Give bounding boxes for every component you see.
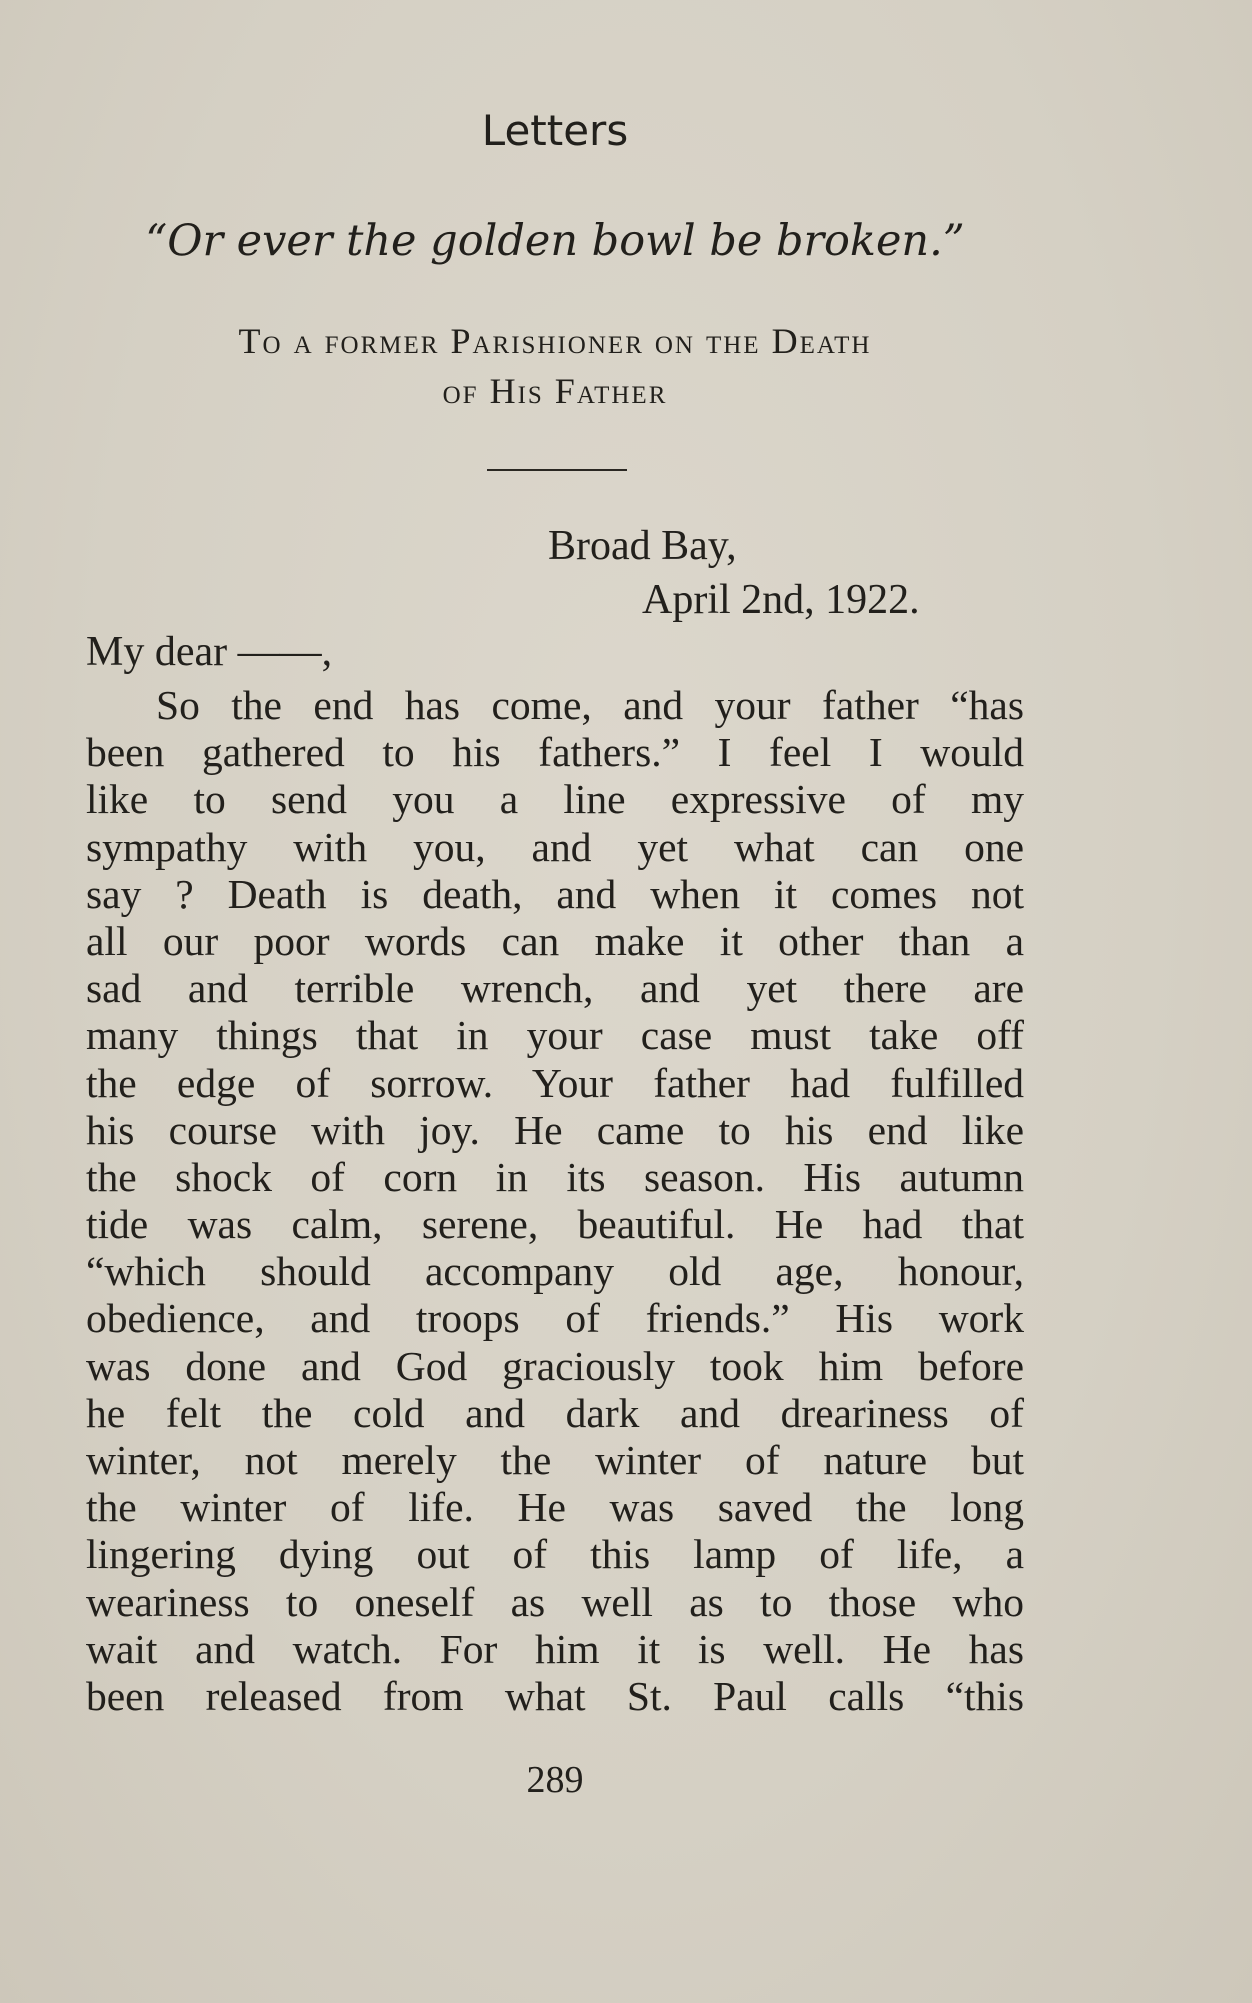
body-line: the shock of corn in its season. His autumn (86, 1153, 1024, 1200)
body-line: winter, not merely the winter of nature but (86, 1437, 1024, 1483)
body-line: the edge of sorrow. Your father had fulfilled (86, 1059, 1024, 1106)
body-line: sad and terrible wrench, and yet there are (86, 965, 1024, 1012)
letter-body (86, 682, 1024, 1720)
page-number: 289 (526, 1759, 584, 1801)
body-line: say ? Death is death, and when it comes not (86, 870, 1024, 917)
letter-place: Broad Bay, (548, 523, 737, 569)
letter-subtitle (0, 316, 1110, 416)
body-line: wait and watch. For him it is well. He has (86, 1625, 1024, 1672)
body-line: sympathy with you, and yet what can one (86, 823, 1024, 870)
body-line: weariness to oneself as well as to those who (86, 1578, 1024, 1625)
epigraph: “Or ever the golden bowl be broken.” (145, 216, 965, 266)
subtitle-line-2: of His Father (442, 371, 668, 411)
body-line: was done and God graciously took him before (86, 1342, 1024, 1389)
body-line: So the end has come, and your father “has (156, 682, 1024, 728)
body-line: “which should accompany old age, honour, (86, 1248, 1024, 1295)
letter-date: April 2nd, 1922. (642, 577, 920, 623)
body-line: like to send you a line expressive of my (86, 776, 1024, 823)
body-line: obedience, and troops of friends.” His work (86, 1295, 1024, 1342)
body-line: tide was calm, serene, beautiful. He had that (86, 1201, 1024, 1248)
letter-salutation: My dear ——, (86, 629, 333, 675)
body-line: he felt the cold and dark and dreariness of (86, 1389, 1024, 1436)
body-line: been released from what St. Paul calls “this (86, 1672, 1024, 1719)
body-line: the winter of life. He was saved the long (86, 1484, 1024, 1531)
running-head: Letters (481, 106, 629, 155)
body-line: all our poor words can make it other than a (86, 917, 1024, 964)
subtitle-line-1: To a former Parishioner on the Death (238, 321, 872, 361)
body-line: many things that in your case must take off (86, 1012, 1024, 1059)
section-rule (487, 469, 627, 471)
body-line: his course with joy. He came to his end like (86, 1106, 1024, 1153)
body-line: been gathered to his fathers.” I feel I would (86, 729, 1024, 776)
body-line: lingering dying out of this lamp of life, a (86, 1531, 1024, 1578)
